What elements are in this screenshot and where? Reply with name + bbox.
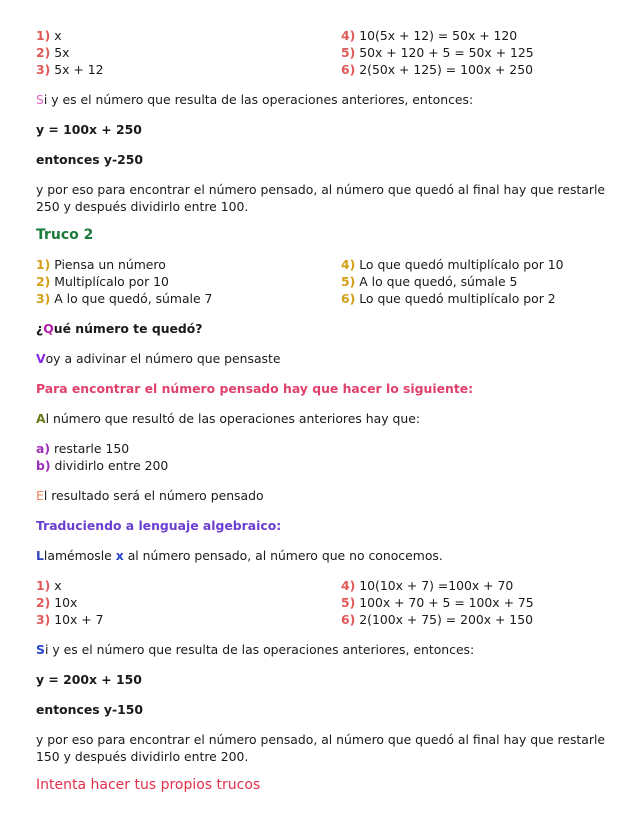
equation-1: y = 100x + 250 [36, 122, 142, 137]
list-item: 3) 10x + 7 [36, 612, 104, 627]
list-item: 1) Piensa un número [36, 257, 166, 272]
then-line-1: entonces y-250 [36, 152, 144, 167]
list-item: 3) A lo que quedó, súmale 7 [36, 291, 213, 306]
list-item: b) dividirlo entre 200 [36, 458, 169, 473]
final-heading: Intenta hacer tus propios trucos [36, 777, 261, 793]
el-resultado-paragraph: El resultado será el número pensado [36, 488, 264, 503]
list-item: a) restarle 150 [36, 441, 130, 456]
list-item: 6) 2(50x + 125) = 100x + 250 [341, 62, 533, 77]
document-page [36, 27, 606, 794]
question-line: ¿Qué número te quedó? [36, 321, 203, 336]
para-encontrar-heading: Para encontrar el número pensado hay que hacer lo siguiente: [36, 381, 474, 396]
operations-list-2 [36, 577, 606, 628]
list-item: 4) Lo que quedó multiplícalo por 10 [341, 257, 564, 272]
list-item: 1) x [36, 28, 62, 43]
voy-paragraph: Voy a adivinar el número que pensaste [36, 351, 281, 366]
llamemosle-paragraph: Llamémosle x al número pensado, al número que no conocemos. [36, 548, 443, 563]
al-numero-paragraph: Al número que resultó de las operaciones anteriores hay que: [36, 411, 421, 426]
list-item: 2) 5x [36, 45, 70, 60]
list-item: 5) 100x + 70 + 5 = 100x + 75 [341, 595, 534, 610]
list-item: 5) 50x + 120 + 5 = 50x + 125 [341, 45, 534, 60]
list-item: 6) Lo que quedó multiplícalo por 2 [341, 291, 556, 306]
list-item: 2) 10x [36, 595, 78, 610]
list-item: 6) 2(100x + 75) = 200x + 150 [341, 612, 533, 627]
si-paragraph-1: Si y es el número que resulta de las operaciones anteriores, entonces: [36, 92, 474, 107]
list-item: 4) 10(5x + 12) = 50x + 120 [341, 28, 518, 43]
list-item: 4) 10(10x + 7) =100x + 70 [341, 578, 514, 593]
list-item: 2) Multiplícalo por 10 [36, 274, 169, 289]
explanation-1: y por eso para encontrar el número pensado, al número que quedó al final hay que restarle 250 y después dividirlo entre 100. [36, 182, 606, 214]
list-item: 3) 5x + 12 [36, 62, 104, 77]
operations-list-1 [36, 27, 606, 78]
explanation-2: y por eso para encontrar el número pensado, al número que quedó al final hay que restarle 150 y después dividirlo entre 200. [36, 732, 606, 764]
truco-2-heading: Truco 2 [36, 227, 94, 243]
list-item: 1) x [36, 578, 62, 593]
steps-list [36, 440, 606, 474]
equation-2: y = 200x + 150 [36, 672, 142, 687]
instructions-list [36, 256, 606, 307]
si-paragraph-2: Si y es el número que resulta de las operaciones anteriores, entonces: [36, 642, 475, 657]
then-line-2: entonces y-150 [36, 702, 144, 717]
traduciendo-heading: Traduciendo a lenguaje algebraico: [36, 518, 282, 533]
list-item: 5) A lo que quedó, súmale 5 [341, 274, 518, 289]
